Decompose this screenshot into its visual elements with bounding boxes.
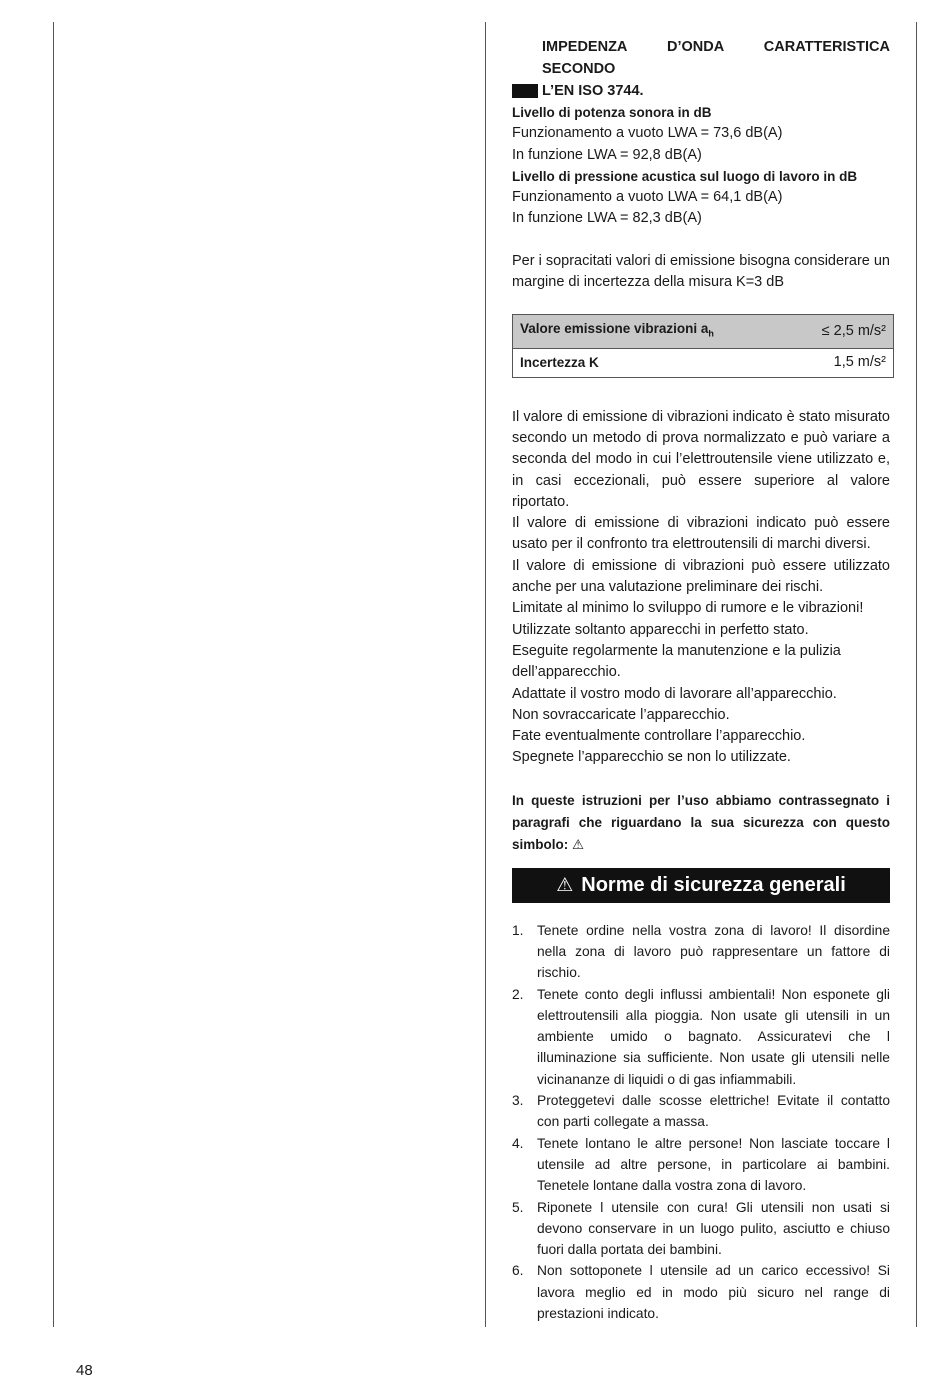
vibration-paragraph: Fate eventualmente controllare l’apparecchio. [512,728,806,745]
uncertainty-value: 1,5 m/s² [789,349,894,377]
sound-power-title: Livello di potenza sonora in dB [512,105,712,120]
page-number: 48 [76,1362,93,1379]
vibration-paragraph: Limitate al minimo lo sviluppo di rumore e le vibrazioni! [512,600,864,617]
section-banner [512,868,890,903]
sound-pressure-title: Livello di pressione acustica sul luogo di lavoro in dB [512,168,858,184]
vibration-row [513,315,894,349]
right-column [512,36,890,1324]
warning-triangle-icon: ⚠ [572,836,585,852]
sound-power-idle: Funzionamento a vuoto LWA = 73,6 dB(A) [512,125,783,142]
list-item: 6. Non sottoponete l utensile ad un carico eccessivo! Si lavora meglio ed in modo più sicuro nel range di prestazioni indicato. [512,1263,890,1322]
list-item: 3. Proteggetevi dalle scosse elettriche! Evitate il contatto con parti collegate a massa. [512,1093,890,1130]
sound-power-running: In funzione LWA = 92,8 dB(A) [512,146,702,163]
vibration-paragraph: Il valore di emissione di vibrazioni indicato può essere usato per il confronto tra elettroutensili di marchi diversi. [512,515,890,553]
vibration-label-sub: h [708,329,714,340]
safety-rules-list [512,920,890,1325]
vibration-paragraph: Adattate il vostro modo di lavorare all’apparecchio. [512,685,837,702]
vibration-paragraph: Il valore di emissione di vibrazioni indicato è stato misurato secondo un metodo di prova normalizzato e può variare a seconda del modo in cui l’elettroutensile viene utilizzato e, in casi eccezionali, può essere superiore al valore riportato. [512,408,890,510]
right-margin-rule [916,22,917,1327]
column-divider-rule [485,22,486,1327]
vibration-table [512,314,894,377]
uncertainty-note: Per i sopracitati valori di emissione bisogna considerare un margine di incertezza della misura K=3 dB [512,252,890,291]
heading-line-1: IMPEDENZA D’ONDA CARATTERISTICA SECONDO [542,39,890,77]
list-item: 1. Tenete ordine nella vostra zona di lavoro! Il disordine nella zona di lavoro può rappresentare un fattore di rischio. [512,922,890,981]
vibration-paragraph: Spegnete l’apparecchio se non lo utilizzate. [512,749,791,766]
vibration-paragraph: Il valore di emissione di vibrazioni può essere utilizzato anche per una valutazione preliminare dei rischi. [512,557,890,596]
vibration-text [512,407,890,769]
symbol-note [512,790,890,856]
vibration-value: ≤ 2,5 m/s² [789,315,894,349]
warning-triangle-icon: ⚠ [556,874,574,896]
section-title: Norme di sicurezza generali [581,873,846,896]
uncertainty-row [513,349,894,377]
heading-line-2-text: L’EN ISO 3744. [542,83,644,99]
vibration-paragraph: Utilizzate soltanto apparecchi in perfetto stato. [512,621,809,638]
sound-pressure-running: In funzione LWA = 82,3 dB(A) [512,210,702,227]
list-item: 4. Tenete lontano le altre persone! Non lasciate toccare l utensile ad altre persone, in particolare ai bambini. Tenetele lontane dalla vostra zona di lavoro. [512,1135,890,1194]
list-item: 2. Tenete conto degli influssi ambientali! Non esponete gli elettroutensili alla pioggia. Non usate gli utensili in un ambiente umido o bagnato. Assicuratevi che l illuminazione sia sufficiente. Non usate gli utensili nelle vicinananze di liquidi o di gas infiammabili. [512,986,890,1087]
vibration-paragraph: Non sovraccaricate l’apparecchio. [512,706,730,723]
list-item: 5. Riponete l utensile con cura! Gli utensili non usati si devono conservare in un luogo pulito, asciutto e chiuso fuori dalla portata dei bambini. [512,1199,890,1258]
uncertainty-label: Incertezza K [513,349,789,377]
vibration-paragraph: Eseguite regolarmente la manutenzione e la pulizia dell’apparecchio. [512,642,841,681]
symbol-note-text: In queste istruzioni per l’uso abbiamo contrassegnato i paragrafi che riguardano la sua sicurezza con questo simbolo: [512,792,890,852]
section-marker-icon [512,84,538,98]
vibration-label: Valore emissione vibrazioni $a_h$ [513,315,789,349]
heading-line-2 [512,80,890,102]
noise-heading [512,36,890,102]
left-margin-rule [53,22,54,1327]
sound-pressure-idle: Funzionamento a vuoto LWA = 64,1 dB(A) [512,189,783,206]
